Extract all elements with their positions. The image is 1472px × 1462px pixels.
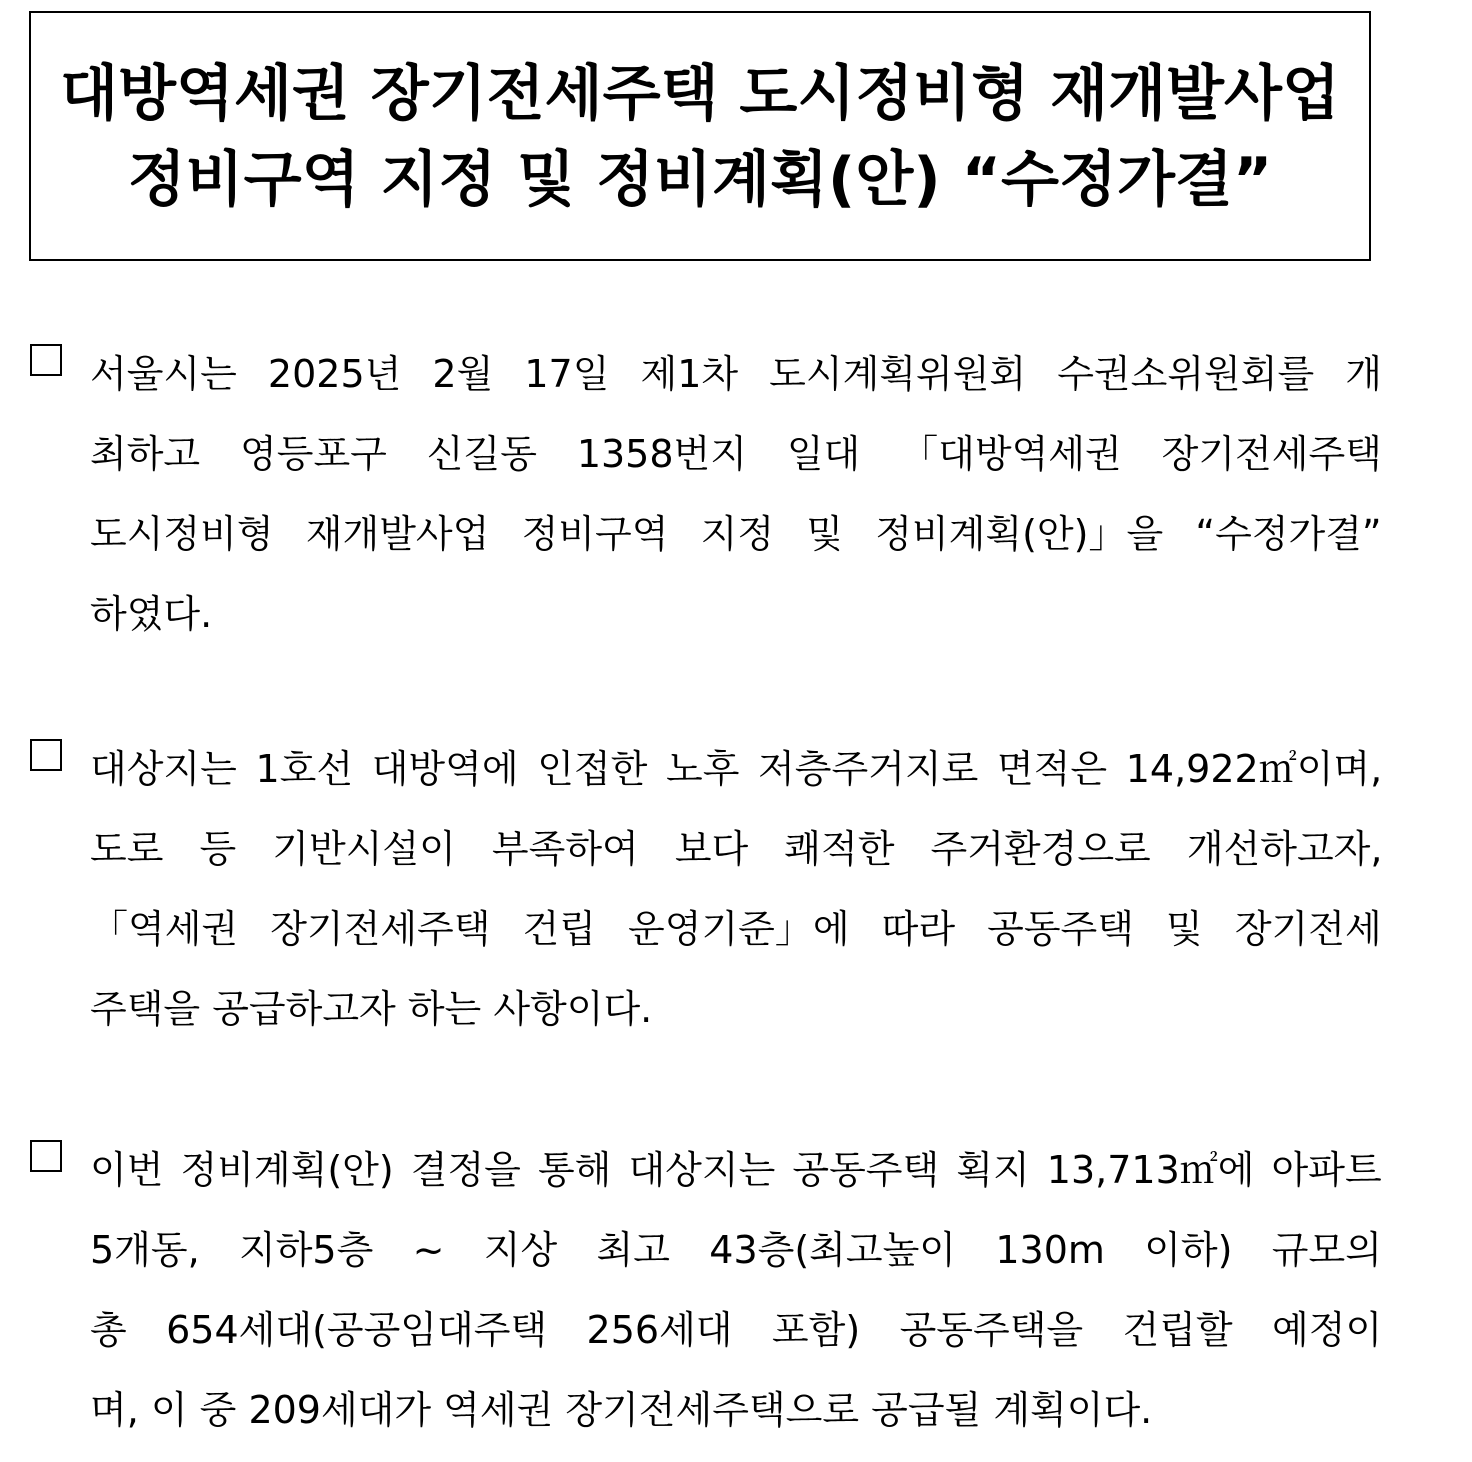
checkbox-icon [30, 1140, 62, 1172]
paragraph-line: 「역세권 장기전세주택 건립 운영기준」에 따라 공동주택 및 장기전세 [90, 907, 1382, 951]
checkbox-icon [30, 344, 62, 376]
paragraph-line: 최하고 영등포구 신길동 1358번지 일대 「대방역세권 장기전세주택 [90, 432, 1382, 476]
paragraph-line: 도로 등 기반시설이 부족하여 보다 쾌적한 주거환경으로 개선하고자, [90, 827, 1382, 871]
document-title-line-2: 정비구역 지정 및 정비계획(안) “수정가결” [127, 145, 1273, 215]
paragraph-line: 하였다. [90, 592, 213, 636]
paragraph-line: 서울시는 2025년 2월 17일 제1차 도시계획위원회 수권소위원회를 개 [90, 352, 1382, 396]
paragraph-line: 주택을 공급하고자 하는 사항이다. [90, 987, 653, 1031]
paragraph-line: 며, 이 중 209세대가 역세권 장기전세주택으로 공급될 계획이다. [90, 1388, 1153, 1432]
paragraph-2 [30, 729, 1382, 1049]
checkbox-icon [30, 739, 62, 771]
paragraph-text [90, 1130, 1382, 1450]
title-box [29, 11, 1371, 261]
document-title-line-1: 대방역세권 장기전세주택 도시정비형 재개발사업 [60, 59, 1340, 129]
paragraph-line: 이번 정비계획(안) 결정을 통해 대상지는 공동주택 획지 13,713㎡에 아파트 [90, 1148, 1382, 1192]
paragraph-line: 총 654세대(공공임대주택 256세대 포함) 공동주택을 건립할 예정이 [90, 1308, 1382, 1352]
paragraph-text [90, 729, 1382, 1049]
paragraph-text [90, 334, 1382, 654]
paragraph-1 [30, 334, 1382, 654]
paragraph-line: 대상지는 1호선 대방역에 인접한 노후 저층주거지로 면적은 14,922㎡이며, [90, 747, 1382, 791]
paragraph-line: 도시정비형 재개발사업 정비구역 지정 및 정비계획(안)」을 “수정가결” [90, 512, 1382, 556]
paragraph-3 [30, 1130, 1382, 1450]
paragraph-line: 5개동, 지하5층 ~ 지상 최고 43층(최고높이 130m 이하) 규모의 [90, 1228, 1382, 1272]
